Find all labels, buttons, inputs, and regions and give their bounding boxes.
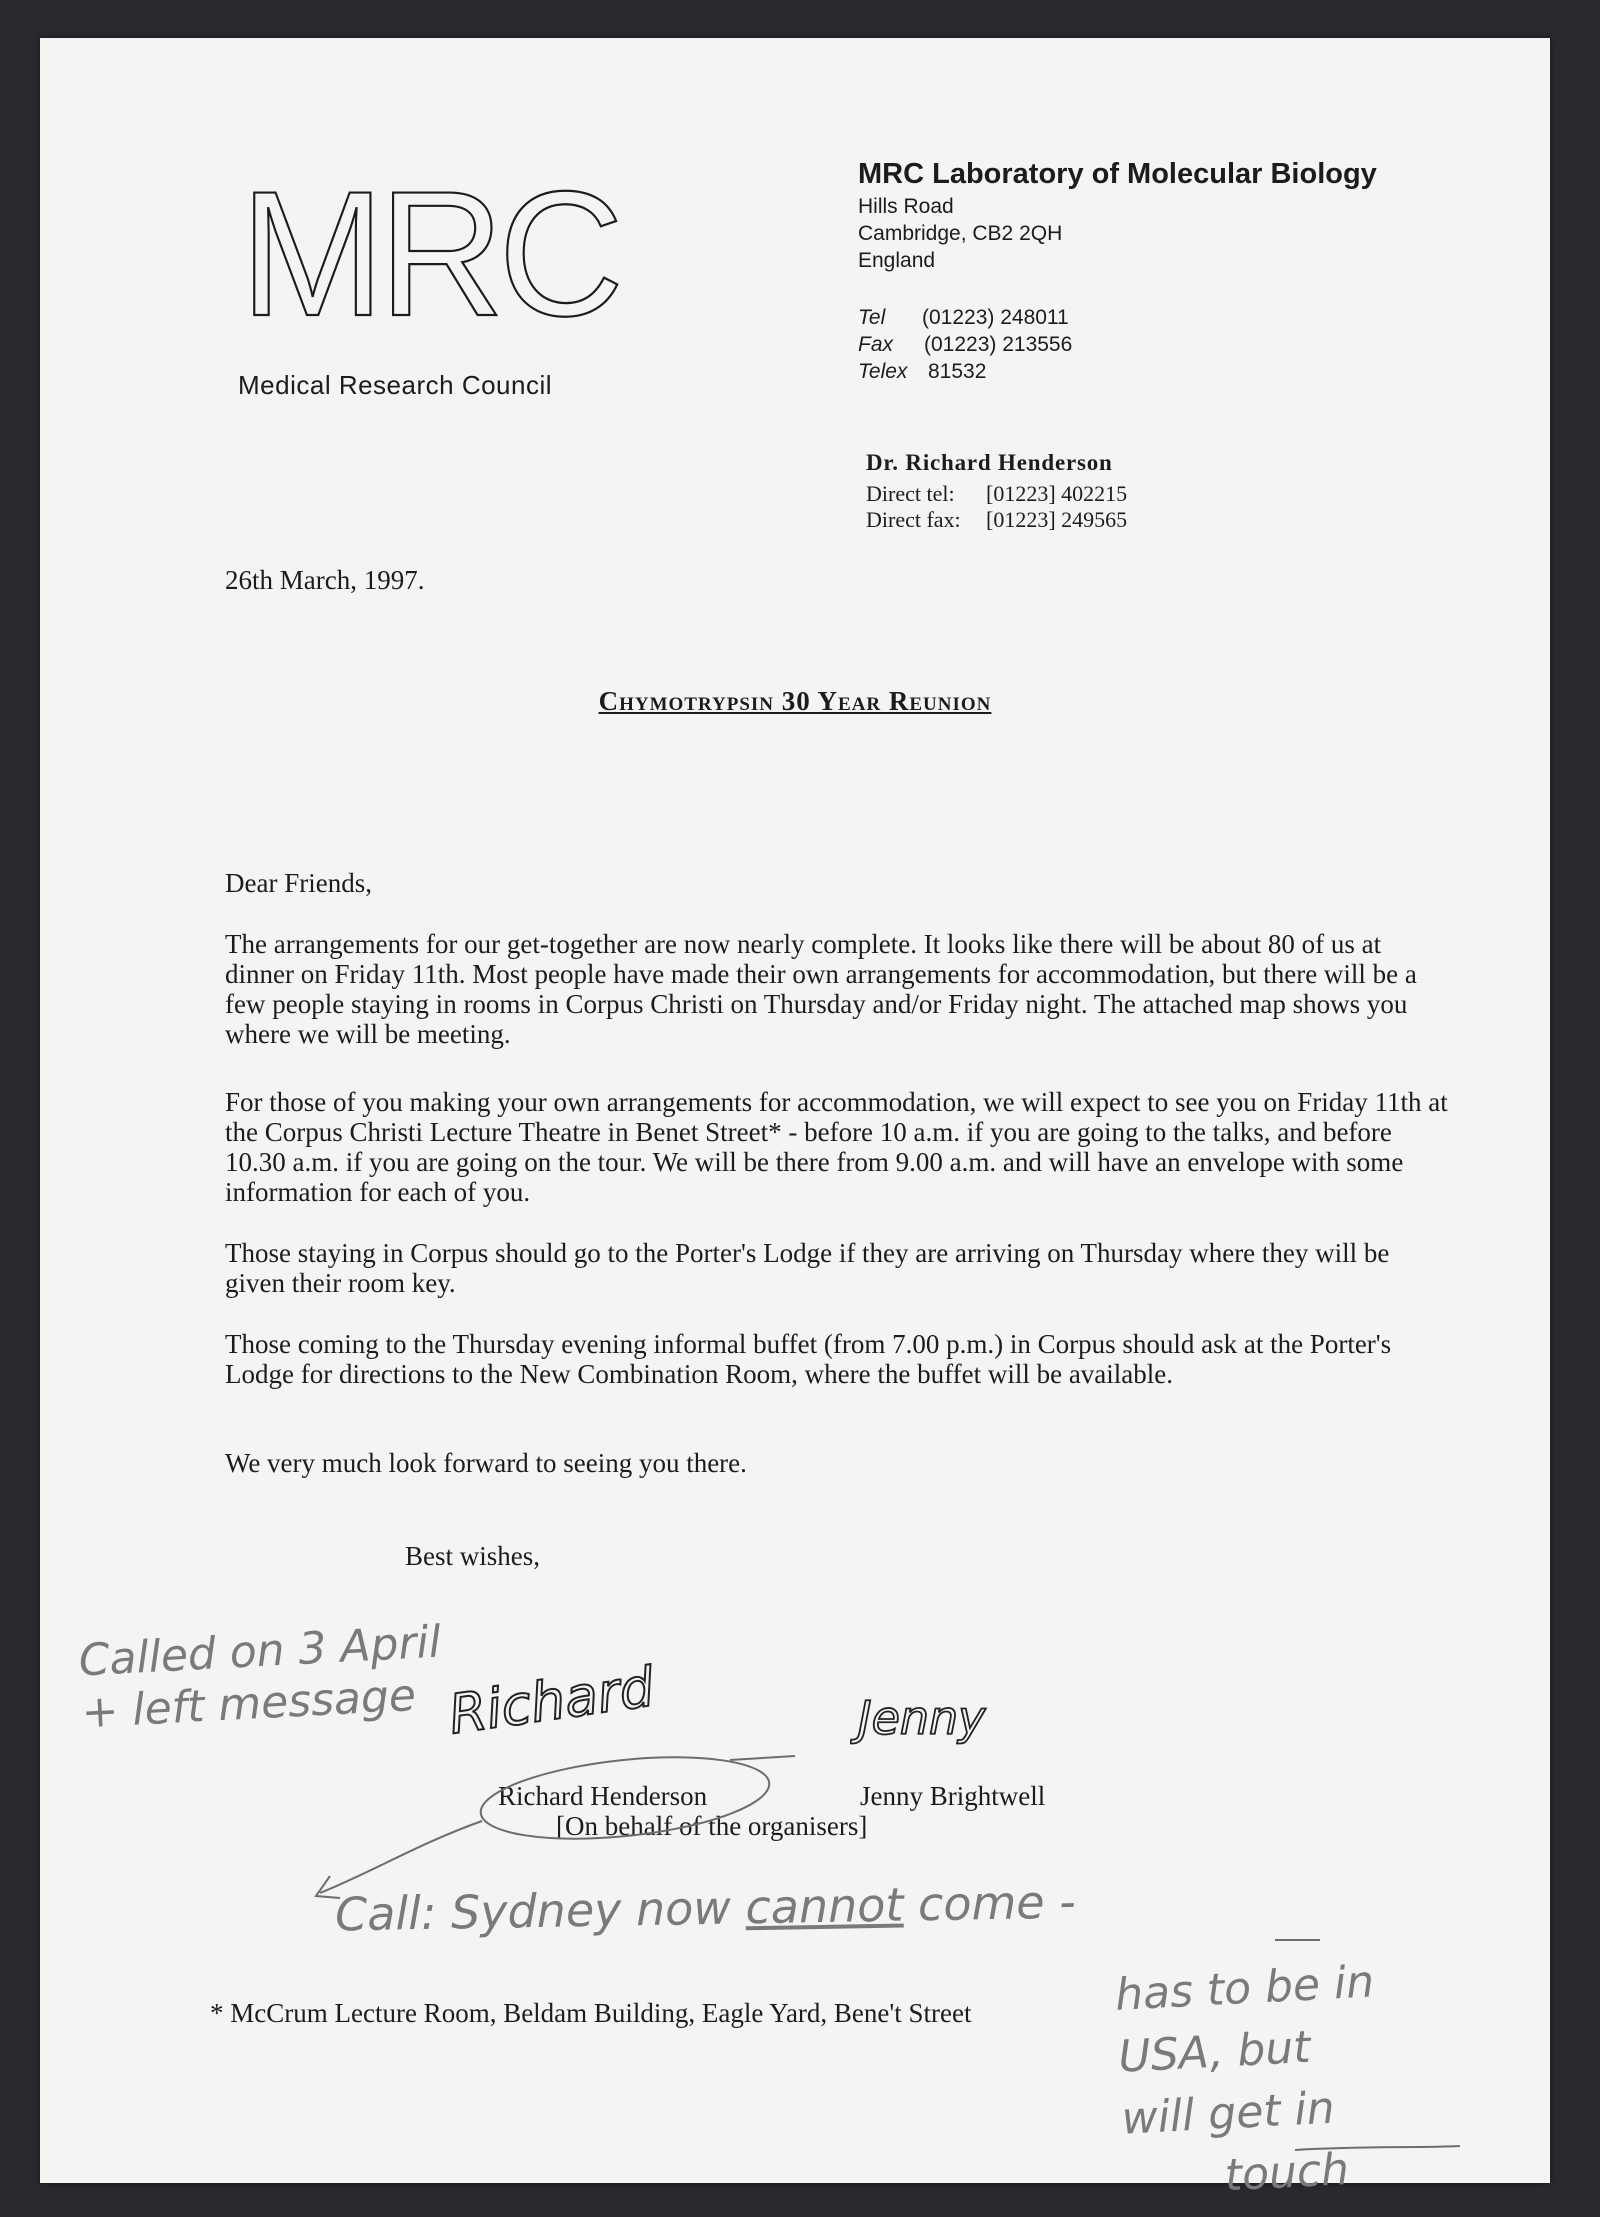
pencil-underline [1295,2146,1460,2150]
pencil-markings [40,38,1550,2183]
paragraph: We very much look forward to seeing you there. [225,1448,747,1478]
sender-name: Dr. Richard Henderson [866,450,1113,475]
paragraph: The arrangements for our get-together are now nearly complete. It looks like there will be about 80 of us at dinner on Friday 11th. Most people have made their own arrangements for accommodation, but there will be a few people staying in rooms in Corpus Christi on Thursday and/or Friday night. The attached map shows you where we will be meeting. [225,929,1417,1049]
handwritten-line: + left message [80,1669,418,1739]
signatory-name: Jenny Brightwell [860,1781,1046,1811]
footnote: * McCrum Lecture Room, Beldam Building, Eagle Yard, Bene't Street [210,1998,972,2028]
paragraph: Those staying in Corpus should go to the Porter's Lodge if they are arriving on Thursday where they will be given their room key. [225,1238,1390,1298]
handwritten-text: come - [902,1874,1077,1932]
handwritten-line: Called on 3 April [77,1616,443,1687]
handwritten-line: USA, but [1117,2021,1312,2083]
signature-richard-script: Richard [445,1655,658,1747]
on-behalf-line: [On behalf of the organisers] [556,1811,868,1841]
handwritten-line: will get in [1120,2082,1336,2145]
closing: Best wishes, [405,1541,540,1571]
pencil-arrow [320,1821,482,1893]
fax-value: (01223) 213556 [924,333,1073,356]
handwritten-line: touch [1223,2143,1351,2202]
letter-title: Chymotrypsin 30 Year Reunion [598,686,992,716]
address-line: England [858,249,936,272]
council-name: Medical Research Council [238,370,553,400]
handwritten-underlined: cannot [744,1877,904,1935]
handwritten-text: Call: Sydney now [334,1880,746,1942]
pencil-stroke [730,1756,795,1760]
handwritten-line: has to be in [1113,1956,1376,2021]
pencil-circle [477,1745,773,1851]
direct-tel-value: [01223] 402215 [986,481,1128,506]
direct-fax-value: [01223] 249565 [986,507,1128,532]
address-line: Hills Road [858,195,954,218]
logo-text: MRC [240,163,618,333]
tel-value: (01223) 248011 [922,306,1069,329]
letter-page [40,38,1550,2202]
signatory-name: Richard Henderson [498,1781,708,1811]
signature-jenny-script: Jenny [858,1691,986,1745]
paragraph: Those coming to the Thursday evening informal buffet (from 7.00 p.m.) in Corpus should ask at the Porter's Lodge for directions to the New Combination Room, where the buffet will be available. [225,1329,1392,1389]
letter-date: 26th March, 1997. [225,565,425,595]
salutation: Dear Friends, [225,868,372,898]
direct-fax-label: Direct fax: [866,507,961,532]
paragraph: For those of you making your own arrangements for accommodation, we will expect to see you on Friday 11th at the Corpus Christi Lecture Theatre in Benet Street* - before 10 a.m. if you are going to the talks, and before 10.30 a.m. if you are going on the tour. We will be there from 9.00 a.m. and will have an envelope with some information for each of you. [225,1087,1448,1207]
direct-tel-label: Direct tel: [866,481,955,506]
tel-label: Tel [858,306,886,329]
lab-name: MRC Laboratory of Molecular Biology [858,158,1377,190]
telex-label: Telex [858,360,908,383]
fax-label: Fax [858,333,894,356]
address-line: Cambridge, CB2 2QH [858,222,1063,245]
telex-value: 81532 [928,360,987,383]
